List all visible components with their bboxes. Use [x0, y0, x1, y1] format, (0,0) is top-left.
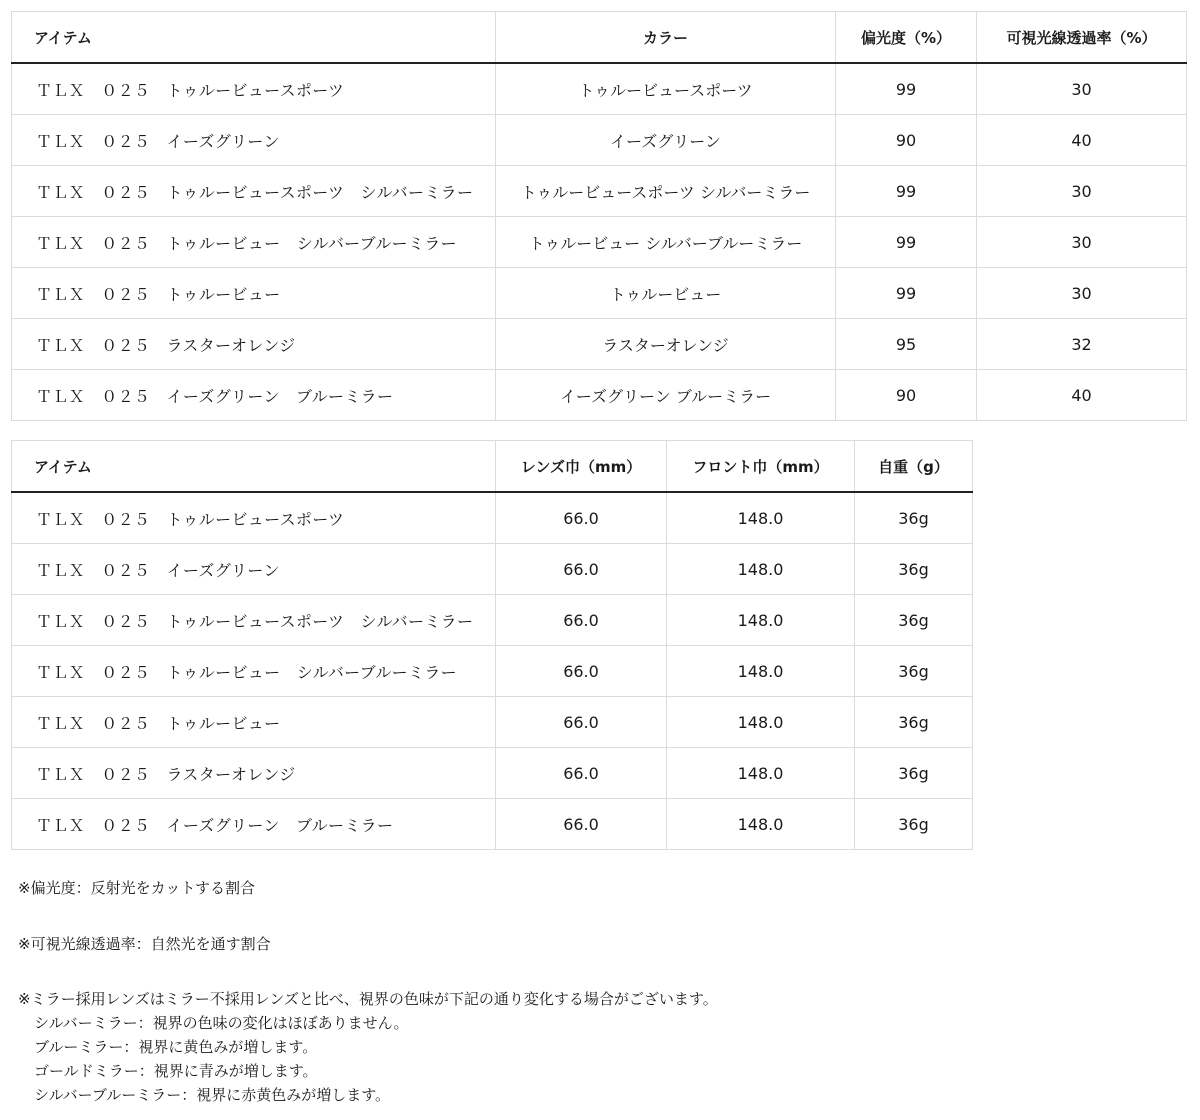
- header-color: カラー: [496, 12, 836, 64]
- spec-table-optics: [11, 11, 1187, 421]
- item-cell: ＴＬＸ ０２５ イーズグリーン: [12, 544, 496, 595]
- note-mirror-silver: シルバーミラー：視界の色味の変化はほぼありません。: [34, 1014, 409, 1032]
- transmission-cell: 30: [977, 217, 1187, 268]
- polarization-cell: 95: [836, 319, 977, 370]
- weight-cell: 36g: [855, 595, 973, 646]
- weight-cell: 36g: [855, 492, 973, 544]
- polarization-cell: 90: [836, 115, 977, 166]
- item-cell: ＴＬＸ ０２５ トゥルービュー: [12, 697, 496, 748]
- item-cell: ＴＬＸ ０２５ トゥルービュースポーツ シルバーミラー: [12, 595, 496, 646]
- spec-table-dimensions: [11, 440, 973, 850]
- note-mirror-gold: ゴールドミラー：視界に青みが増します。: [34, 1062, 318, 1080]
- note-mirror-silver-blue: シルバーブルーミラー：視界に赤黄色みが増します。: [34, 1086, 391, 1104]
- note-mirror-blue: ブルーミラー：視界に黄色みが増します。: [34, 1038, 318, 1056]
- lens-width-cell: 66.0: [496, 697, 667, 748]
- lens-width-cell: 66.0: [496, 799, 667, 850]
- item-cell: ＴＬＸ ０２５ トゥルービュー シルバーブルーミラー: [12, 217, 496, 268]
- table-row: [12, 217, 1187, 268]
- polarization-cell: 99: [836, 268, 977, 319]
- color-cell: トゥルービュースポーツ シルバーミラー: [496, 166, 836, 217]
- table-header-row: [12, 441, 973, 493]
- table-row: [12, 63, 1187, 115]
- transmission-cell: 30: [977, 166, 1187, 217]
- item-cell: ＴＬＸ ０２５ トゥルービュースポーツ: [12, 63, 496, 115]
- note-polarization: [18, 876, 255, 900]
- lens-width-cell: 66.0: [496, 492, 667, 544]
- table-row: [12, 595, 973, 646]
- table-row: [12, 319, 1187, 370]
- table-row: [12, 370, 1187, 421]
- table-header-row: [12, 12, 1187, 64]
- table-row: [12, 166, 1187, 217]
- weight-cell: 36g: [855, 646, 973, 697]
- table-row: [12, 492, 973, 544]
- header-front-width: フロント巾（mm）: [667, 441, 855, 493]
- transmission-cell: 30: [977, 63, 1187, 115]
- polarization-cell: 99: [836, 63, 977, 115]
- table-row: [12, 115, 1187, 166]
- weight-cell: 36g: [855, 697, 973, 748]
- front-width-cell: 148.0: [667, 799, 855, 850]
- header-lens-width: レンズ巾（mm）: [496, 441, 667, 493]
- item-cell: ＴＬＸ ０２５ ラスターオレンジ: [12, 748, 496, 799]
- item-cell: ＴＬＸ ０２５ イーズグリーン ブルーミラー: [12, 370, 496, 421]
- transmission-cell: 32: [977, 319, 1187, 370]
- front-width-cell: 148.0: [667, 697, 855, 748]
- header-weight: 自重（g）: [855, 441, 973, 493]
- table-row: [12, 697, 973, 748]
- transmission-cell: 40: [977, 115, 1187, 166]
- table-row: [12, 748, 973, 799]
- table-row: [12, 646, 973, 697]
- front-width-cell: 148.0: [667, 595, 855, 646]
- weight-cell: 36g: [855, 799, 973, 850]
- table-row: [12, 268, 1187, 319]
- item-cell: ＴＬＸ ０２５ トゥルービュースポーツ シルバーミラー: [12, 166, 496, 217]
- front-width-cell: 148.0: [667, 748, 855, 799]
- color-cell: イーズグリーン: [496, 115, 836, 166]
- polarization-cell: 90: [836, 370, 977, 421]
- transmission-cell: 30: [977, 268, 1187, 319]
- polarization-cell: 99: [836, 217, 977, 268]
- lens-width-cell: 66.0: [496, 595, 667, 646]
- header-polarization: 偏光度（%）: [836, 12, 977, 64]
- item-cell: ＴＬＸ ０２５ トゥルービュー: [12, 268, 496, 319]
- header-item: アイテム: [12, 12, 496, 64]
- note-polarization-text: ※偏光度：反射光をカットする割合: [18, 879, 255, 897]
- table-row: [12, 544, 973, 595]
- note-transmission-text: ※可視光線透過率：自然光を通す割合: [18, 935, 271, 953]
- polarization-cell: 99: [836, 166, 977, 217]
- item-cell: ＴＬＸ ０２５ トゥルービュースポーツ: [12, 492, 496, 544]
- lens-width-cell: 66.0: [496, 544, 667, 595]
- item-cell: ＴＬＸ ０２５ イーズグリーン: [12, 115, 496, 166]
- table-row: [12, 799, 973, 850]
- note-mirror-intro: ※ミラー採用レンズはミラー不採用レンズと比べ、視界の色味が下記の通り変化する場合がございます。: [18, 990, 718, 1008]
- header-transmission: 可視光線透過率（%）: [977, 12, 1187, 64]
- color-cell: イーズグリーン ブルーミラー: [496, 370, 836, 421]
- header-item: アイテム: [12, 441, 496, 493]
- front-width-cell: 148.0: [667, 492, 855, 544]
- front-width-cell: 148.0: [667, 646, 855, 697]
- note-transmission: [18, 932, 271, 956]
- front-width-cell: 148.0: [667, 544, 855, 595]
- item-cell: ＴＬＸ ０２５ トゥルービュー シルバーブルーミラー: [12, 646, 496, 697]
- transmission-cell: 40: [977, 370, 1187, 421]
- color-cell: トゥルービュー: [496, 268, 836, 319]
- item-cell: ＴＬＸ ０２５ ラスターオレンジ: [12, 319, 496, 370]
- weight-cell: 36g: [855, 544, 973, 595]
- color-cell: トゥルービュー シルバーブルーミラー: [496, 217, 836, 268]
- color-cell: ラスターオレンジ: [496, 319, 836, 370]
- lens-width-cell: 66.0: [496, 646, 667, 697]
- note-mirror: [18, 987, 718, 1107]
- lens-width-cell: 66.0: [496, 748, 667, 799]
- color-cell: トゥルービュースポーツ: [496, 63, 836, 115]
- item-cell: ＴＬＸ ０２５ イーズグリーン ブルーミラー: [12, 799, 496, 850]
- weight-cell: 36g: [855, 748, 973, 799]
